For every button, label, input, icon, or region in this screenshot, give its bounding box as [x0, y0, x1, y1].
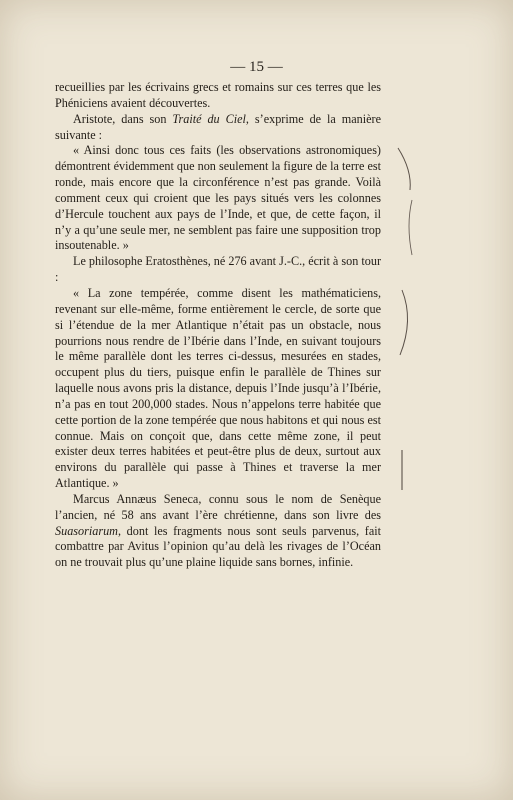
margin-mark-3 — [400, 290, 408, 355]
paragraph-1: recueillies par les écrivains grecs et romains sur ces terres que les Phéniciens avaient découvertes. — [55, 80, 381, 110]
paragraph-4: Le philosophe Eratosthènes, né 276 avant J.-C., écrit à son tour : — [55, 254, 381, 285]
body-text — [55, 80, 381, 571]
paragraph-6-start: Marcus Annæus Seneca, connu sous le nom de Senèque l’ancien, né 58 ans avant l’ère chrétienne, dans son livre des — [55, 491, 381, 522]
paragraph-2 — [55, 112, 381, 144]
paragraph-5-eratosthenes-quote: « La zone tempérée, comme disent les mathématiciens, revenant sur elle-même, forme entièrement le cercle, de sorte que si l’étendue de la mer Atlantique n’était pas un obstacle, nous pourrions nous rendre de l’Ibérie dans l’Inde, en suivant toujours le même parallèle dont les terres ci-dessus, mesurées en stades, occupent plus du tiers, puisque enfin le parallèle de Thines sur laquelle nous avons pris la distance, depuis l’Inde jusqu’à l’Ibérie, n’a pas en tout 200,000 stades. Nous n’appelons terre habitée que cette portion de la zone tempérée que nous habitons et qui nous est connue. Mais on conçoit que, dans cette même zone, il peut exister deux terres habitées et peut-être plus de deux, surtout aux environs du parallèle qui passe à Thines et traverse la mer Atlantique. » — [55, 285, 381, 491]
page-number: — 15 — — [230, 59, 283, 75]
paragraph-2-start: Aristote, dans son — [73, 111, 173, 126]
margin-pencil-marks — [388, 140, 428, 520]
margin-mark-1 — [398, 148, 410, 190]
margin-mark-2 — [409, 200, 412, 255]
book-title-traite-du-ciel: Traité du Ciel — [172, 111, 246, 126]
paragraph-6 — [55, 492, 381, 571]
book-title-suasoriarum: Suasoriarum — [55, 523, 118, 538]
paragraph-6-end: , dont les fragments nous sont seuls parvenus, fait combattre par Avitus l’opinion qu’au delà les rivages de l’Océan on ne trouvait plus qu’une plaine liquide sans bornes, infinie. — [55, 523, 381, 570]
paragraph-2-end: , s’exprime de la manière suivante : — [55, 111, 381, 142]
paragraph-3-aristotle-quote: « Ainsi donc tous ces faits (les observations astronomiques) démontrent évidemment que non seulement la figure de la terre est ronde, mais encore que la circonférence n’est pas grande. Voilà comment ceux qui croient que les pays situés vers les colonnes d’Hercule touchent aux pays de l’Inde, et que, de cette façon, il n’y a qu’une seule mer, ne semblent pas faire une supposition trop insoutenable. » — [55, 143, 381, 253]
